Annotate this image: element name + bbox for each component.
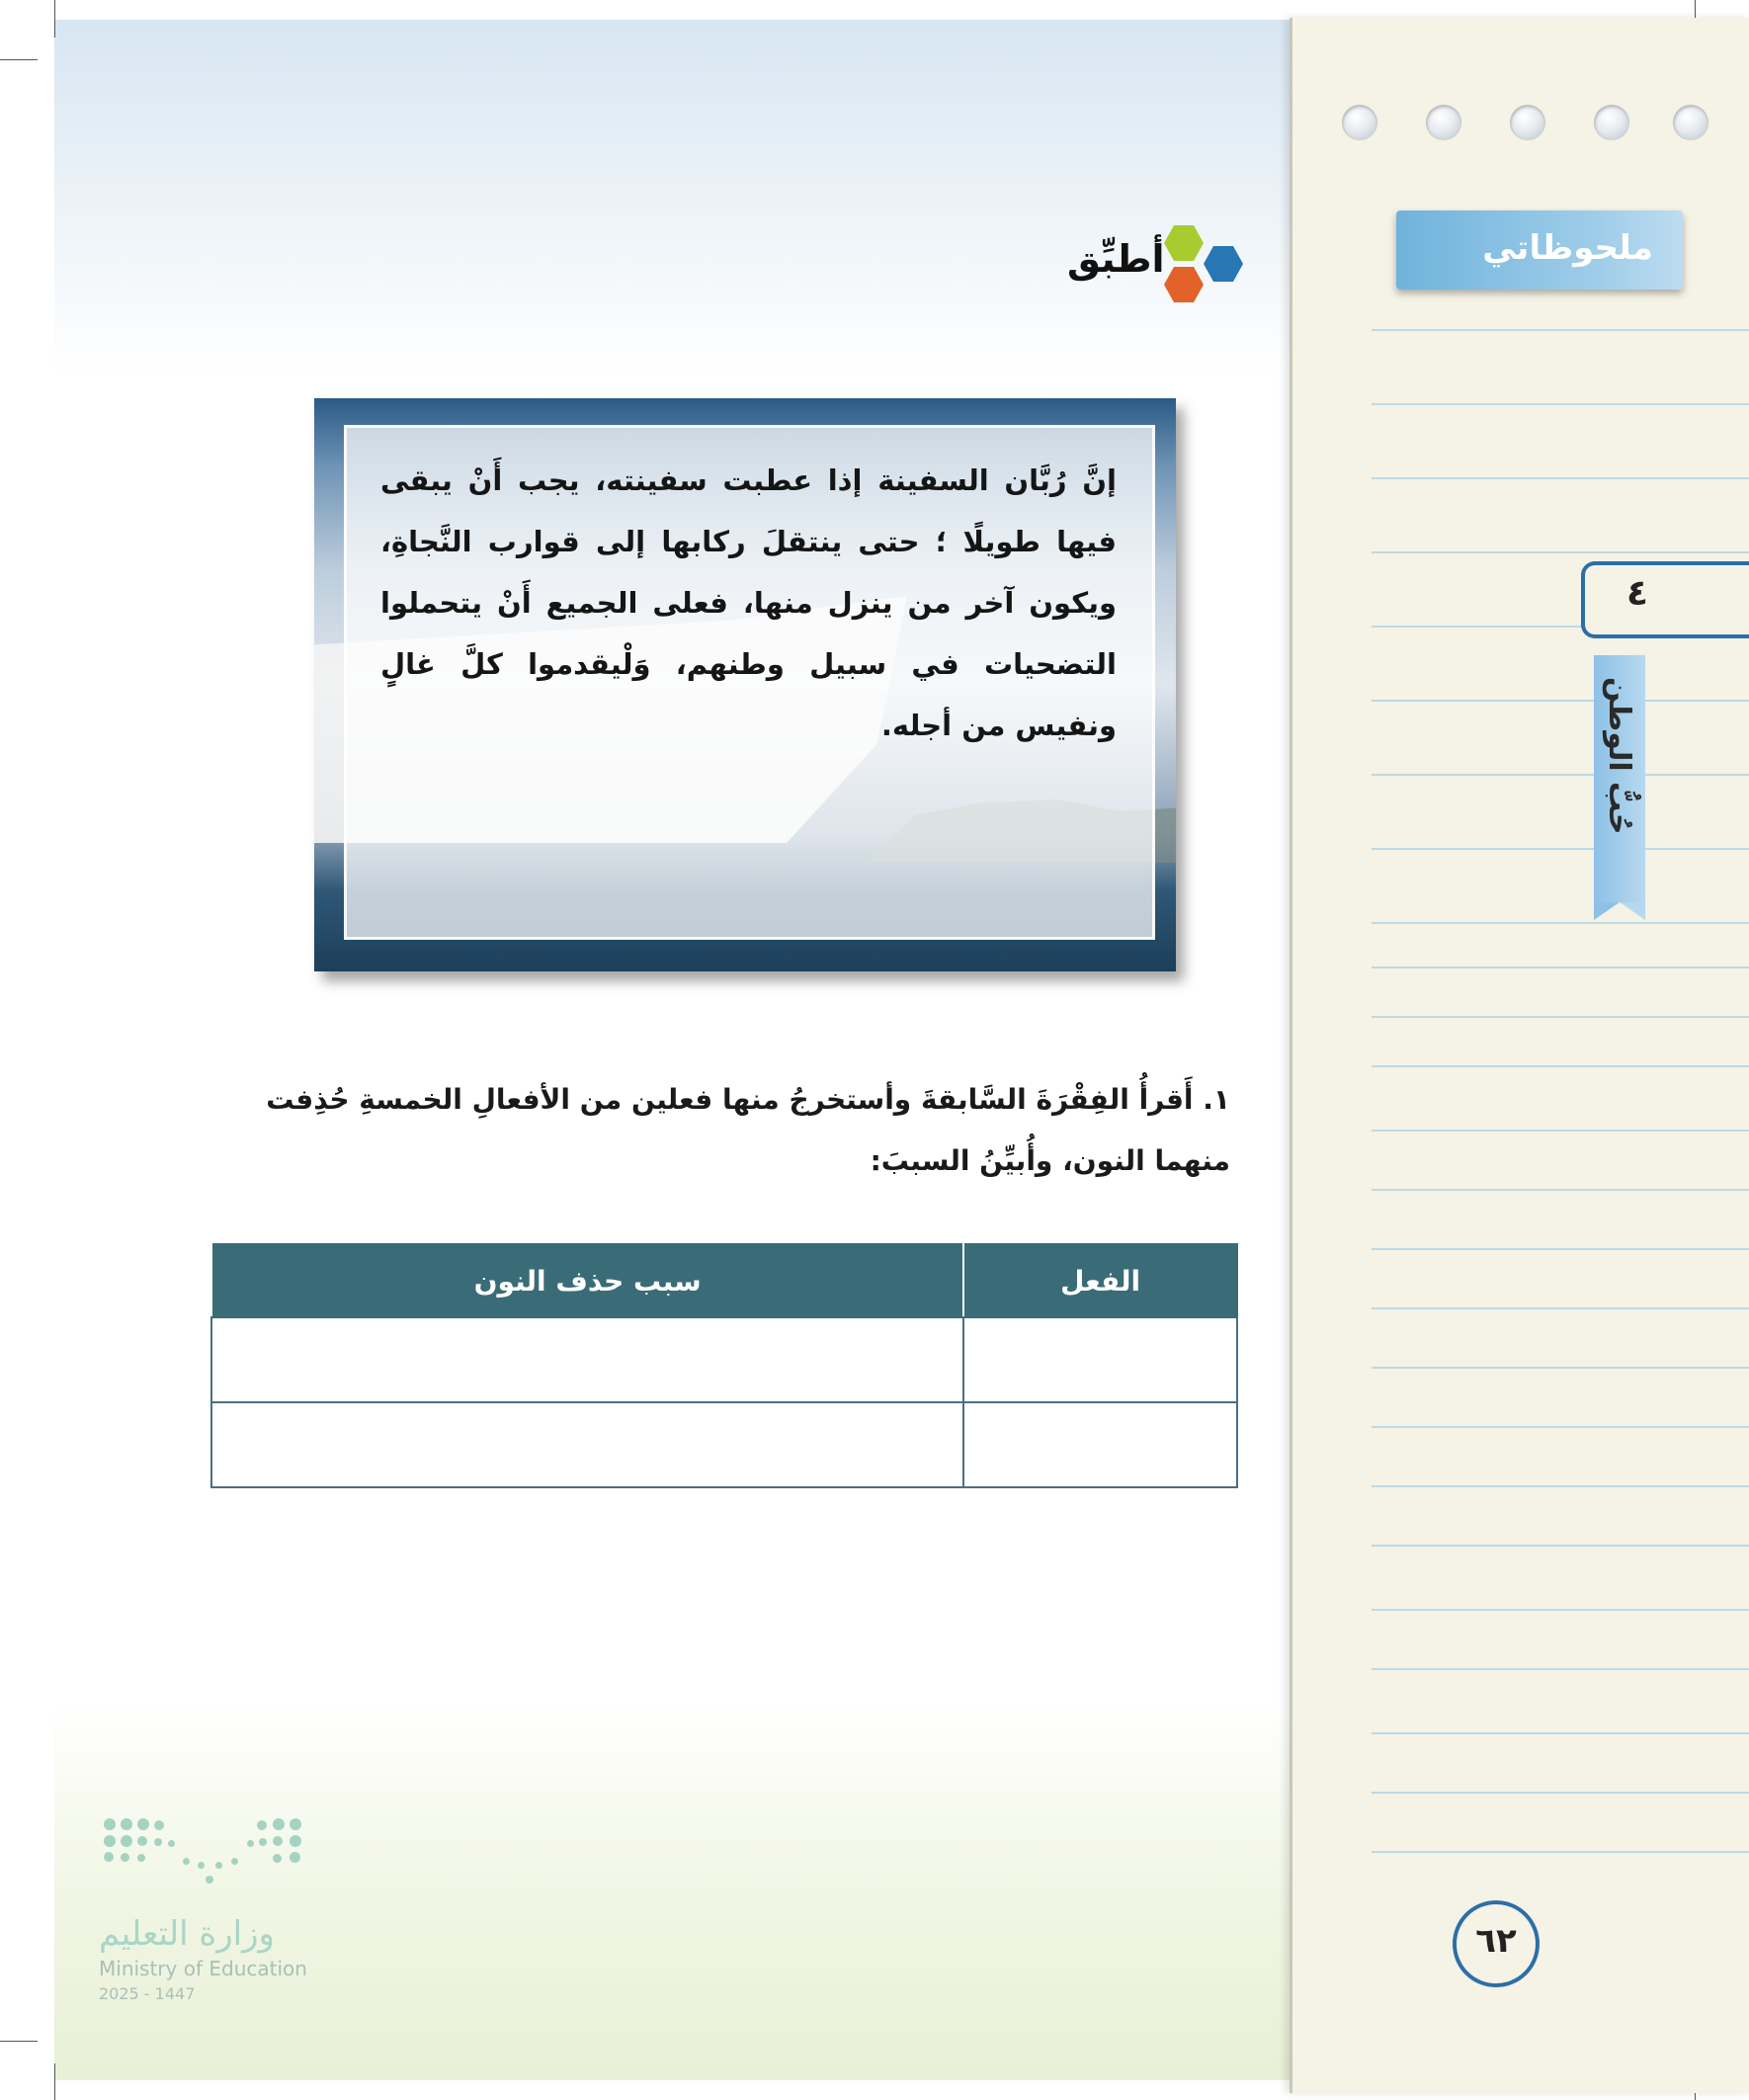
ruled-line <box>1372 922 1749 924</box>
table-header-row <box>211 1244 1237 1317</box>
header-verb: الفعل <box>963 1244 1237 1317</box>
answer-table <box>210 1243 1238 1488</box>
ruled-line <box>1372 1668 1749 1670</box>
ruled-line <box>1372 1732 1749 1734</box>
binder-hole <box>1342 105 1377 140</box>
unit-title: حُبُّ الوطن <box>1602 677 1636 835</box>
crop-mark <box>54 2063 55 2100</box>
passage-text: إنَّ رُبَّان السفينة إذا عطبت سفينته، يجب أَنْ يبقى فيها طويلًا ؛ حتى ينتقلَ ركابها إلى قوارب النَّجاةِ، ويكون آخر من ينزل منها، فعلى الجميع أَنْ يتحملوا التضحيات في سبيل وطنهم، وَلْيقدموا كلَّ غالٍ ونفيس من أجله. <box>380 463 1117 742</box>
ruled-line <box>1372 1609 1749 1611</box>
ministry-name-arabic: وزارة التعليم <box>99 1914 275 1954</box>
ruled-line <box>1372 329 1749 331</box>
verb-answer-cell[interactable] <box>963 1317 1237 1402</box>
table-row <box>211 1317 1237 1402</box>
ruled-line <box>1372 1189 1749 1191</box>
page-number: ٦٢ <box>1475 1921 1517 1961</box>
page-number-badge <box>1453 1900 1540 1987</box>
ministry-name-english: Ministry of Education <box>99 1957 307 1980</box>
unit-number: ٤ <box>1626 573 1648 614</box>
ruled-line <box>1372 1248 1749 1250</box>
ruled-line <box>1372 1016 1749 1018</box>
ruled-line <box>1372 966 1749 968</box>
ruled-line <box>1372 1851 1749 1853</box>
crop-mark <box>0 2041 38 2042</box>
binder-hole <box>1426 105 1461 140</box>
ruled-line <box>1372 700 1749 702</box>
notes-sidebar <box>1290 18 1749 2093</box>
ruled-line <box>1372 551 1749 553</box>
table-row <box>211 1402 1237 1487</box>
ruled-line <box>1372 774 1749 776</box>
unit-number-box <box>1581 561 1749 638</box>
crop-mark <box>0 59 38 60</box>
notes-title: ملحوظاتي <box>1482 228 1653 268</box>
question-1: ١. أَقرأُ الفِقْرَةَ السَّابقةَ وأستخرجُ منها فعلين من الأفعالِ الخمسةِ حُذِفت منهما النون، وأُبيِّنُ السببَ: <box>266 1083 1230 1177</box>
unit-title-ribbon <box>1594 655 1645 902</box>
ruled-line <box>1372 1130 1749 1132</box>
ruled-line <box>1372 1065 1749 1067</box>
verb-answer-cell[interactable] <box>963 1402 1237 1487</box>
reason-answer-cell[interactable] <box>211 1402 963 1487</box>
reason-answer-cell[interactable] <box>211 1317 963 1402</box>
ruled-line <box>1372 1485 1749 1487</box>
binder-hole <box>1510 105 1545 140</box>
binder-hole <box>1594 105 1629 140</box>
main-content-background <box>54 20 1290 2080</box>
header-reason: سبب حذف النون <box>211 1244 963 1317</box>
ruled-line <box>1372 403 1749 405</box>
ruled-line <box>1372 477 1749 479</box>
notes-tab <box>1396 210 1683 290</box>
ruled-line <box>1372 1426 1749 1428</box>
binder-hole <box>1673 105 1708 140</box>
crop-mark <box>54 0 55 38</box>
ruled-line <box>1372 1792 1749 1794</box>
ruled-line <box>1372 1367 1749 1369</box>
section-heading: أطبِّق <box>1067 237 1165 281</box>
ruled-line <box>1372 1307 1749 1309</box>
ruled-line <box>1372 848 1749 850</box>
ministry-year: 2025 - 1447 <box>99 1984 196 2003</box>
ruled-line <box>1372 1545 1749 1547</box>
